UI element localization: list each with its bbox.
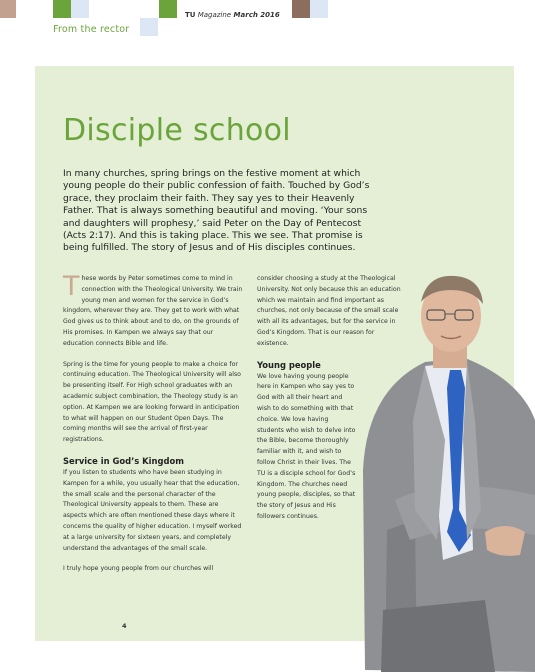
header-square-red-edge: [0, 0, 16, 18]
header-square-green-2: [159, 0, 177, 18]
paragraph: We love having young people here in Kampen who say yes to God with all their heart and wish to do something with that choice. We love having students who wish to delve into the Bible, become thoroughly familiar with it, and wish to follow Christ in their lives. The TU is a disciple school for God’s Kingdom. The churches need young people, disciples, so that the story of Jesus and His followers continues.: [257, 372, 356, 520]
rector-portrait: [355, 270, 535, 672]
paragraph: If you listen to students who have been studying in Kampen for a while, you usually hear that the education, the small scale and the personal character of the Theological University appeals to them. These are aspects which are often mentioned these days where it concerns the quality of higher education. I myself worked at a large university for sixteen years, and completely understand the advantages of the small scale.: [63, 468, 242, 552]
article-title: Disciple school: [63, 113, 291, 148]
section-label: From the rector: [53, 24, 130, 35]
magazine-header: TU Magazine March 2016: [185, 11, 280, 19]
drop-cap: T: [63, 271, 80, 302]
paragraph: These words by Peter sometimes come to mind in connection with the Theological University. We train young men and women for the service in God’s kingdom, wherever they are. They get to work with what God gives us to think about and to do, on the grounds of His promises. In Kampen we always say that our education connects Bible and life.: [63, 271, 243, 347]
header-square-brown: [292, 0, 310, 18]
article-column-1: [63, 271, 243, 585]
header-square-blue-3: [310, 0, 328, 18]
page-number: 4: [122, 622, 127, 630]
paragraph: Spring is the time for young people to make a choice for continuing education. The Theological University will also be presenting itself. For High school graduates with an academic subject combination, the Theology study is an option. At Kampen we are looking forward in anticipation to what will happen on our Student Open Days. The coming months will see the arrival of first-year registrations.: [63, 360, 241, 444]
subheading-service: Service in God’s Kingdom: [63, 455, 184, 466]
paragraph: I truly hope young people from our churches will: [63, 565, 214, 573]
header-square-green-1: [53, 0, 71, 18]
header-square-blue-2: [140, 18, 158, 36]
subheading-young-people: Young people: [257, 359, 321, 370]
paragraph: consider choosing a study at the Theological University. Not only because this an education which we maintain and find important as churches, not only because of the small scale with all its advantages, but for the service in God’s Kingdom. That is our reason for existence.: [257, 275, 401, 347]
header-square-blue-1: [71, 0, 89, 18]
article-intro: In many churches, spring brings on the festive moment at which young people do their public confession of faith. Touched by God’s grace, they proclaim their faith. They say yes to their Heavenly Father. That is always something beautiful and moving. ‘Your sons and daughters will prophesy,’ said Peter on the Day of Pentecost (Acts 2:17). And this is taking place. This we see. That promise is being fulfilled. The story of Jesus and of His disciples continues.: [63, 168, 370, 254]
